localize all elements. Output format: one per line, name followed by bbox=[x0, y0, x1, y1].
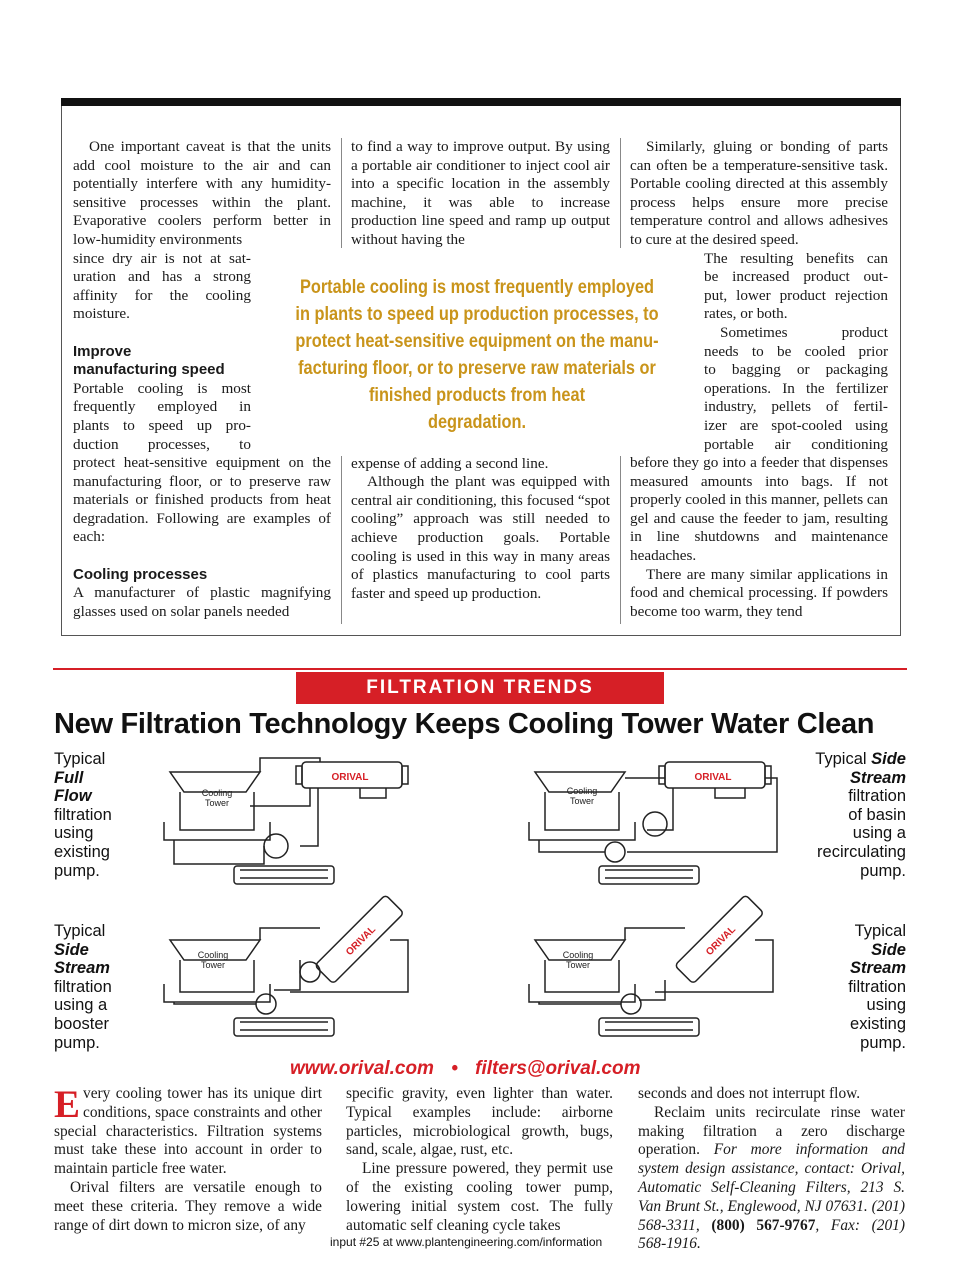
caption-side-stream-recirculating bbox=[815, 750, 906, 880]
drop-cap: E bbox=[54, 1083, 81, 1126]
caption-line: using a bbox=[852, 824, 906, 843]
text-line: needs to be cooled prior bbox=[704, 342, 888, 360]
ad-body-column-2 bbox=[346, 1085, 613, 1235]
tower-label: Tower bbox=[204, 798, 230, 808]
paragraph: A manufacturer of plastic magnifying glasses used on solar panels needed bbox=[73, 584, 331, 620]
caption-side-stream-existing bbox=[848, 922, 906, 1052]
tower-label: Cooling bbox=[201, 788, 233, 798]
caption-line: Typical Side bbox=[815, 750, 906, 768]
caption-line: booster bbox=[54, 1014, 110, 1033]
caption-line: Stream bbox=[54, 959, 110, 978]
text-line: since dry air is not at sat- bbox=[73, 249, 251, 267]
caption-line: Stream bbox=[850, 768, 906, 787]
ad-headline: New Filtration Technology Keeps Cooling Tower Water Clean bbox=[54, 708, 875, 740]
tower-label: Cooling bbox=[566, 786, 598, 796]
caption-line: existing bbox=[54, 842, 110, 861]
side-stream-booster-diagram bbox=[150, 880, 420, 1050]
ad-body-column-3 bbox=[638, 1085, 905, 1254]
orival-label: ORIVAL bbox=[344, 924, 379, 959]
phone-number: (800) 567-9767 bbox=[711, 1216, 816, 1234]
caption-line: Typical bbox=[54, 750, 106, 768]
pull-quote-line: in plants to speed up production processes, to bbox=[295, 304, 659, 325]
pull-quote-line: protect heat-sensitive equipment on the manu- bbox=[295, 331, 659, 352]
caption-line: Typical bbox=[54, 922, 106, 940]
full-flow-diagram bbox=[150, 748, 420, 898]
pull-quote-line: degradation. bbox=[427, 412, 527, 433]
caption-line: using bbox=[866, 996, 906, 1015]
tower-label: Tower bbox=[569, 796, 595, 806]
paragraph: specific gravity, even lighter than water. Typical examples include: airborne particles, microbiological growth, bugs, sand, scale, algae, rust, etc. bbox=[346, 1085, 613, 1159]
paragraph: Similarly, gluing or bonding of parts can often be a temperature-sensitive task. Portable cooling directed at this assembly process helps ensure more precise temperature control and allows adhesives to cure at the desired speed. bbox=[630, 138, 888, 248]
text-line: izer are spot-cooled using bbox=[704, 416, 888, 434]
pull-quote-line: facturing floor, or to preserve raw materials or bbox=[298, 358, 656, 379]
text-line: portable air conditioning bbox=[704, 435, 888, 453]
side-stream-recirc-diagram bbox=[515, 748, 785, 898]
email-link[interactable]: filters@orival.com bbox=[475, 1058, 641, 1079]
contact-line bbox=[290, 1058, 680, 1080]
caption-line: pump. bbox=[54, 1033, 100, 1052]
orival-label: ORIVAL bbox=[694, 772, 732, 783]
text-line: The resulting benefits can bbox=[704, 249, 888, 267]
tower-label: Cooling bbox=[562, 950, 594, 960]
tower-label: Cooling bbox=[197, 950, 229, 960]
paragraph bbox=[638, 1104, 905, 1254]
paragraph: One important caveat is that the units add cool moisture to the air and can potentially interfere with any humidity-sensitive processes within the plant. Evaporative coolers perform better in low-humidity environments bbox=[73, 138, 331, 248]
caption-line: Stream bbox=[850, 959, 906, 978]
pump-icon bbox=[264, 834, 288, 858]
caption-line: recirculating bbox=[817, 842, 906, 861]
ad-body-column-1 bbox=[54, 1085, 322, 1235]
pump-icon bbox=[256, 994, 276, 1014]
paragraph bbox=[54, 1085, 322, 1179]
column-divider bbox=[620, 456, 621, 624]
caption-line: using a bbox=[54, 996, 108, 1015]
caption-line: filtration bbox=[848, 977, 906, 996]
column-divider bbox=[341, 138, 342, 248]
caption-line: Typical bbox=[854, 922, 906, 940]
caption-line: Side bbox=[871, 940, 906, 959]
paragraph: seconds and does not interrupt flow. bbox=[638, 1085, 861, 1102]
text-line: moisture. bbox=[73, 305, 130, 323]
text-line: plants to speed up pro- bbox=[73, 416, 251, 434]
section-banner: FILTRATION TRENDS bbox=[296, 672, 664, 704]
separator: • bbox=[451, 1058, 458, 1079]
pump-icon bbox=[605, 842, 625, 862]
paragraph: expense of adding a second line. bbox=[351, 454, 549, 472]
paragraph-text: very cooling tower has its unique dirt conditions, space constraints and other special characteristics. Filtration systems must take these into account in order to maintain particle free water. bbox=[54, 1085, 322, 1178]
orival-label: ORIVAL bbox=[331, 772, 369, 783]
text-line: duction processes, to bbox=[73, 435, 251, 453]
text-line: Sometimes product bbox=[720, 323, 888, 341]
pull-quote-line: Portable cooling is most frequently employed bbox=[299, 277, 655, 298]
fax-number: , Fax: (201) 568-1916. bbox=[638, 1216, 905, 1253]
subhead: manufacturing speed bbox=[73, 361, 225, 379]
text-line: uration and has a strong bbox=[73, 268, 251, 286]
reader-service-footer: input #25 at www.plantengineering.com/information bbox=[330, 1235, 603, 1249]
caption-line: filtration bbox=[54, 805, 112, 824]
caption-side-stream-booster bbox=[54, 922, 112, 1052]
caption-line: filtration bbox=[54, 977, 112, 996]
paragraph: protect heat-sensitive equipment on the manufacturing floor, or to preserve raw materials or finished products from heat degradation. Following are examples of each: bbox=[73, 454, 331, 546]
pump-icon bbox=[643, 812, 667, 836]
basin-icon bbox=[599, 1018, 699, 1036]
caption-line: Flow bbox=[54, 787, 92, 806]
caption-line: using bbox=[54, 824, 94, 843]
text-line: frequently employed in bbox=[73, 398, 251, 416]
pull-quote bbox=[262, 274, 692, 452]
paragraph: before they go into a feeder that dispenses measured amounts into bags. If not properly cooled in this manner, pellets can gel and cause the feeder to jam, resulting in line shutdowns and maintenance headaches. bbox=[630, 454, 888, 565]
subhead: Cooling processes bbox=[73, 565, 208, 583]
paragraph-text: Reclaim units recirculate rinse water making filtration a zero discharge operation. bbox=[638, 1103, 905, 1159]
caption-full-flow bbox=[54, 750, 112, 880]
paragraph: There are many similar applications in food and chemical processing. If powders become too warm, they tend bbox=[630, 565, 888, 620]
caption-line: Side bbox=[54, 940, 89, 959]
side-stream-existing-diagram bbox=[515, 880, 785, 1050]
caption-line: filtration bbox=[848, 787, 906, 806]
caption-line: pump. bbox=[860, 1033, 906, 1052]
top-rule bbox=[61, 98, 901, 106]
subhead: Improve bbox=[73, 342, 132, 360]
text-line: operations. In the fertilizer bbox=[704, 379, 888, 397]
paragraph: to find a way to improve output. By using a portable air conditioner to inject cool air into a specific location in the assembly machine, it was able to increase production line speed and ramp up output without having the bbox=[351, 138, 610, 248]
caption-line: existing bbox=[850, 1014, 906, 1033]
text-line: be increased product out- bbox=[704, 268, 888, 286]
pump-icon bbox=[621, 994, 641, 1014]
column-divider bbox=[341, 456, 342, 624]
text-line: to bagging or packaging bbox=[704, 361, 888, 379]
tower-label: Tower bbox=[200, 960, 226, 970]
contact-info: For more information and system design assistance, contact: Orival, Automatic Self-Cleaning Filters, 213 S. Van Brunt St., Englewood, NJ 07631. (201) 568-3311, bbox=[638, 1141, 905, 1234]
pull-quote-line: finished products from heat bbox=[368, 385, 586, 406]
basin-icon bbox=[234, 1018, 334, 1036]
text-line: Portable cooling is most bbox=[73, 379, 251, 397]
section-rule bbox=[53, 668, 907, 670]
caption-line: Full bbox=[54, 768, 84, 787]
paragraph: Orival filters are versatile enough to meet these criteria. They remove a wide range of dirt down to micron size, of any bbox=[54, 1178, 322, 1234]
caption-line: pump. bbox=[54, 861, 100, 880]
text-line: rates, or both. bbox=[704, 305, 788, 323]
caption-line: of basin bbox=[848, 805, 906, 824]
tower-label: Tower bbox=[565, 960, 591, 970]
text-line: affinity for the cooling bbox=[73, 286, 251, 304]
text-line: industry, pellets of fertil- bbox=[704, 398, 888, 416]
orival-label: ORIVAL bbox=[704, 924, 739, 959]
booster-pump-icon bbox=[300, 962, 320, 982]
column-divider bbox=[620, 138, 621, 248]
text-line: put, lower product rejection bbox=[704, 286, 888, 304]
paragraph: Line pressure powered, they permit use of the existing cooling tower pump, lowering initial system cost. The fully automatic self cleaning cycle takes bbox=[346, 1160, 613, 1234]
orival-filter-icon bbox=[675, 895, 764, 984]
paragraph: Although the plant was equipped with central air conditioning, this focused “spot cooling” approach was still needed to achieve production goals. Portable cooling is used in this way in many areas of plastics manufacturing to cool parts faster and speed up production. bbox=[351, 473, 610, 602]
caption-line: pump. bbox=[860, 861, 906, 880]
website-link[interactable]: www.orival.com bbox=[290, 1058, 434, 1079]
